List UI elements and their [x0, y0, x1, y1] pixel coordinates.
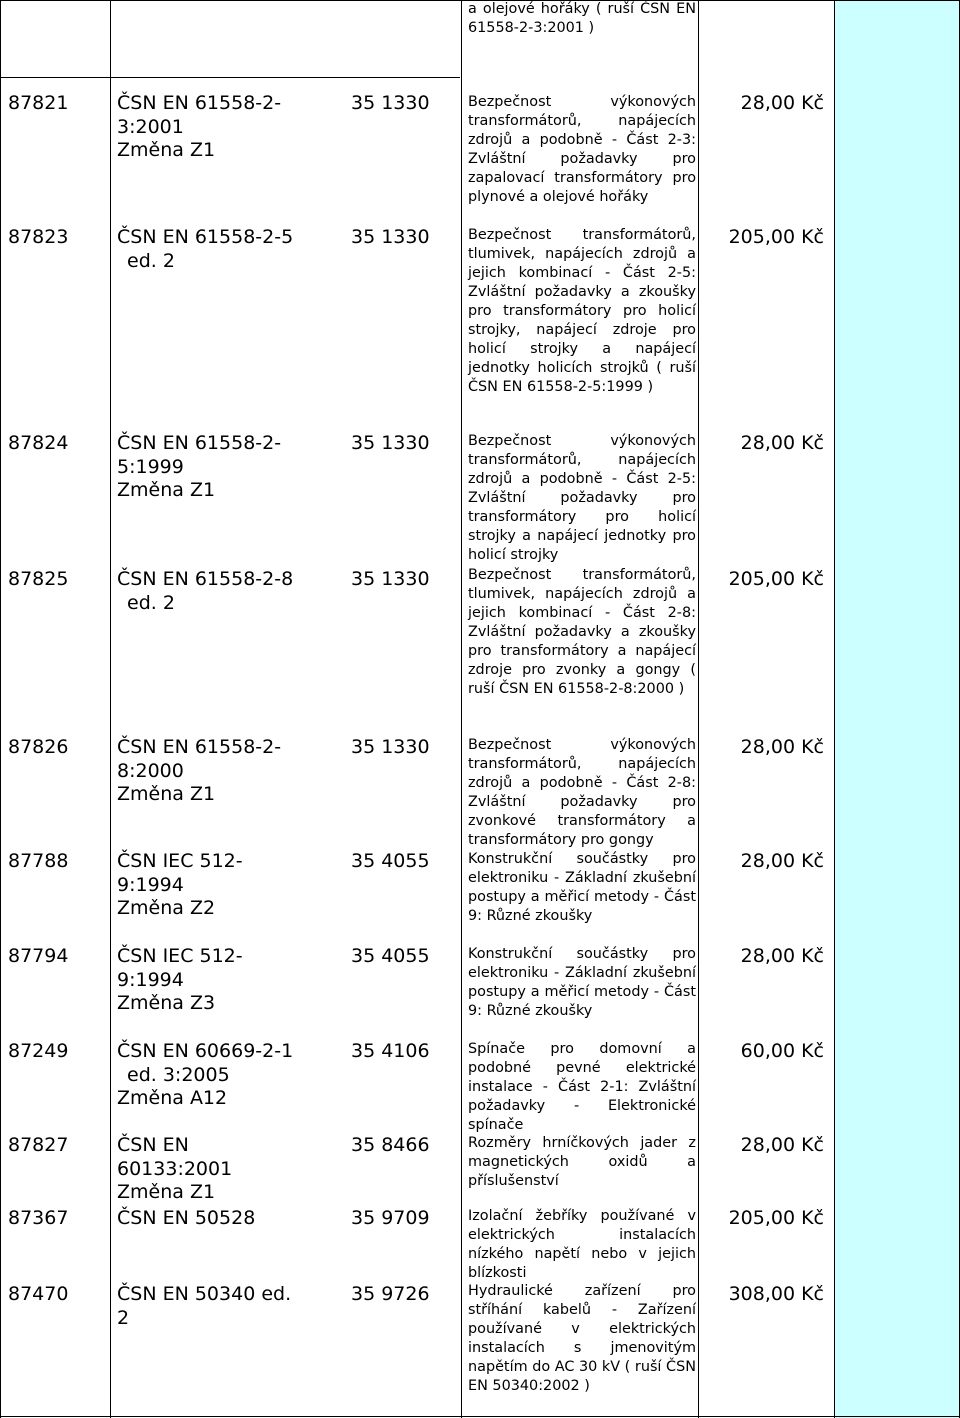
standard-line: 5:1999 — [117, 455, 184, 478]
grid-line — [110, 0, 111, 1418]
item-number: 87824 — [8, 432, 69, 454]
standard-line: ČSN IEC 512- — [117, 945, 243, 967]
standard-designation — [117, 1134, 329, 1205]
grid-line — [0, 77, 460, 78]
standard-designation — [117, 1040, 329, 1111]
standard-line: ed. 2 — [127, 249, 175, 272]
class-code: 35 9709 — [351, 1207, 430, 1229]
price: 28,00 Kč — [740, 432, 824, 454]
standard-line: ed. 3:2005 — [127, 1063, 230, 1086]
standard-title: Bezpečnost výkonových transformátorů, napájecích zdrojů a podobně - Část 2-3: Zvláštní požadavky pro zapalovací transformátory pro plynové a olejové hořáky — [468, 94, 696, 205]
grid-line — [0, 1416, 960, 1417]
standard-designation — [117, 92, 329, 163]
price: 308,00 Kč — [728, 1283, 824, 1305]
standard-line: 2 — [117, 1306, 130, 1329]
standard-designation — [117, 226, 329, 273]
item-number: 87821 — [8, 92, 69, 114]
class-code: 35 1330 — [351, 92, 430, 114]
standard-designation — [117, 1207, 329, 1231]
standard-line: Změna Z1 — [117, 479, 216, 501]
standard-line: ČSN IEC 512- — [117, 850, 243, 872]
standard-title: Spínače pro domovní a podobné pevné elektrické instalace - Část 2-1: Zvláštní požadavky - Elektronické spínače — [468, 1041, 696, 1133]
price: 205,00 Kč — [728, 568, 824, 590]
standard-title: Hydraulické zařízení pro stříhání kabelů - Zařízení používané v elektrických instalacích s jmenovitým napětím do AC 30 kV ( ruší ČSN EN 50340:2002 ) — [468, 1283, 696, 1394]
standard-designation — [117, 432, 329, 503]
class-code: 35 4055 — [351, 945, 430, 967]
standard-designation — [117, 945, 329, 1016]
price: 60,00 Kč — [740, 1040, 824, 1062]
previous-title-continuation: a olejové hořáky ( ruší ČSN EN 61558-2-3:2001 ) — [468, 1, 696, 36]
grid-line — [698, 0, 699, 1418]
standard-line: ČSN EN 61558-2- — [117, 736, 282, 758]
item-number: 87249 — [8, 1040, 69, 1062]
grid-line — [0, 0, 1, 1418]
standard-line: Změna Z1 — [117, 783, 216, 805]
standard-designation — [117, 1283, 329, 1330]
standard-designation — [117, 568, 329, 615]
class-code: 35 8466 — [351, 1134, 430, 1156]
standard-line: ČSN EN 50528 — [117, 1207, 256, 1229]
price: 28,00 Kč — [740, 850, 824, 872]
standard-line: ČSN EN 61558-2- — [117, 432, 282, 454]
standard-line: Změna Z1 — [117, 1181, 216, 1203]
standard-line: ČSN EN 61558-2- — [117, 92, 282, 114]
standard-line: ČSN EN — [117, 1134, 189, 1156]
item-number: 87826 — [8, 736, 69, 758]
standard-title: Bezpečnost transformátorů, tlumivek, napájecích zdrojů a jejich kombinací - Část 2-8: Zvláštní požadavky a zkoušky pro transformátory a napájecí zdroje pro zvonky a gongy ( ruší ČSN EN 61558-2-8:2000 ) — [468, 567, 696, 697]
standard-line: Změna A12 — [117, 1087, 228, 1109]
standard-line: ČSN EN 50340 ed. — [117, 1283, 292, 1305]
standard-title: Bezpečnost transformátorů, tlumivek, napájecích zdrojů a jejich kombinací - Část 2-5: Zvláštní požadavky a zkoušky pro transformátory pro holicí strojky, napájecí zdroje pro holicí strojky a napájecí jednotky holicích strojků ( ruší ČSN EN 61558-2-5:1999 ) — [468, 227, 696, 395]
class-code: 35 1330 — [351, 568, 430, 590]
item-number: 87367 — [8, 1207, 69, 1229]
standard-line: ed. 2 — [127, 591, 175, 614]
standard-line: ČSN EN 61558-2-8 — [117, 568, 294, 590]
price: 205,00 Kč — [728, 226, 824, 248]
item-number: 87788 — [8, 850, 69, 872]
class-code: 35 9726 — [351, 1283, 430, 1305]
standard-title: Bezpečnost výkonových transformátorů, napájecích zdrojů a podobně - Část 2-8: Zvláštní požadavky pro zvonkové transformátory a transformátory pro gongy — [468, 737, 696, 848]
standard-line: 60133:2001 — [117, 1157, 233, 1180]
grid-line — [461, 0, 462, 1418]
standard-line: Změna Z1 — [117, 139, 216, 161]
standard-line: 3:2001 — [117, 115, 184, 138]
standard-title: Rozměry hrníčkových jader z magnetických oxidů a příslušenství — [468, 1135, 696, 1189]
standard-line: 8:2000 — [117, 759, 184, 782]
standard-title: Izolační žebříky používané v elektrických instalacích nízkého napětí nebo v jejich blízkosti — [468, 1208, 696, 1281]
standard-title: Bezpečnost výkonových transformátorů, napájecích zdrojů a podobně - Část 2-5: Zvláštní požadavky pro transformátory pro holicí strojky a napájecí jednotky pro holicí strojky — [468, 433, 696, 563]
item-number: 87825 — [8, 568, 69, 590]
class-code: 35 1330 — [351, 432, 430, 454]
standard-designation — [117, 736, 329, 807]
item-number: 87827 — [8, 1134, 69, 1156]
class-code: 35 1330 — [351, 736, 430, 758]
item-number: 87470 — [8, 1283, 69, 1305]
price: 28,00 Kč — [740, 1134, 824, 1156]
price-column-background — [834, 0, 960, 1418]
class-code: 35 4055 — [351, 850, 430, 872]
item-number: 87794 — [8, 945, 69, 967]
standard-line: 9:1994 — [117, 968, 184, 991]
standard-designation — [117, 850, 329, 921]
standard-line: ČSN EN 60669-2-1 — [117, 1040, 294, 1062]
price: 28,00 Kč — [740, 736, 824, 758]
standard-line: 9:1994 — [117, 873, 184, 896]
standard-line: Změna Z2 — [117, 897, 216, 919]
grid-line — [834, 0, 835, 1418]
standard-line: ČSN EN 61558-2-5 — [117, 226, 294, 248]
price: 205,00 Kč — [728, 1207, 824, 1229]
standard-line: Změna Z3 — [117, 992, 216, 1014]
price: 28,00 Kč — [740, 945, 824, 967]
class-code: 35 4106 — [351, 1040, 430, 1062]
standard-title: Konstrukční součástky pro elektroniku - Základní zkušební postupy a měřicí metody - Část 9: Různé zkoušky — [468, 946, 696, 1019]
price: 28,00 Kč — [740, 92, 824, 114]
standard-title: Konstrukční součástky pro elektroniku - Základní zkušební postupy a měřicí metody - Část 9: Různé zkoušky — [468, 851, 696, 924]
class-code: 35 1330 — [351, 226, 430, 248]
item-number: 87823 — [8, 226, 69, 248]
